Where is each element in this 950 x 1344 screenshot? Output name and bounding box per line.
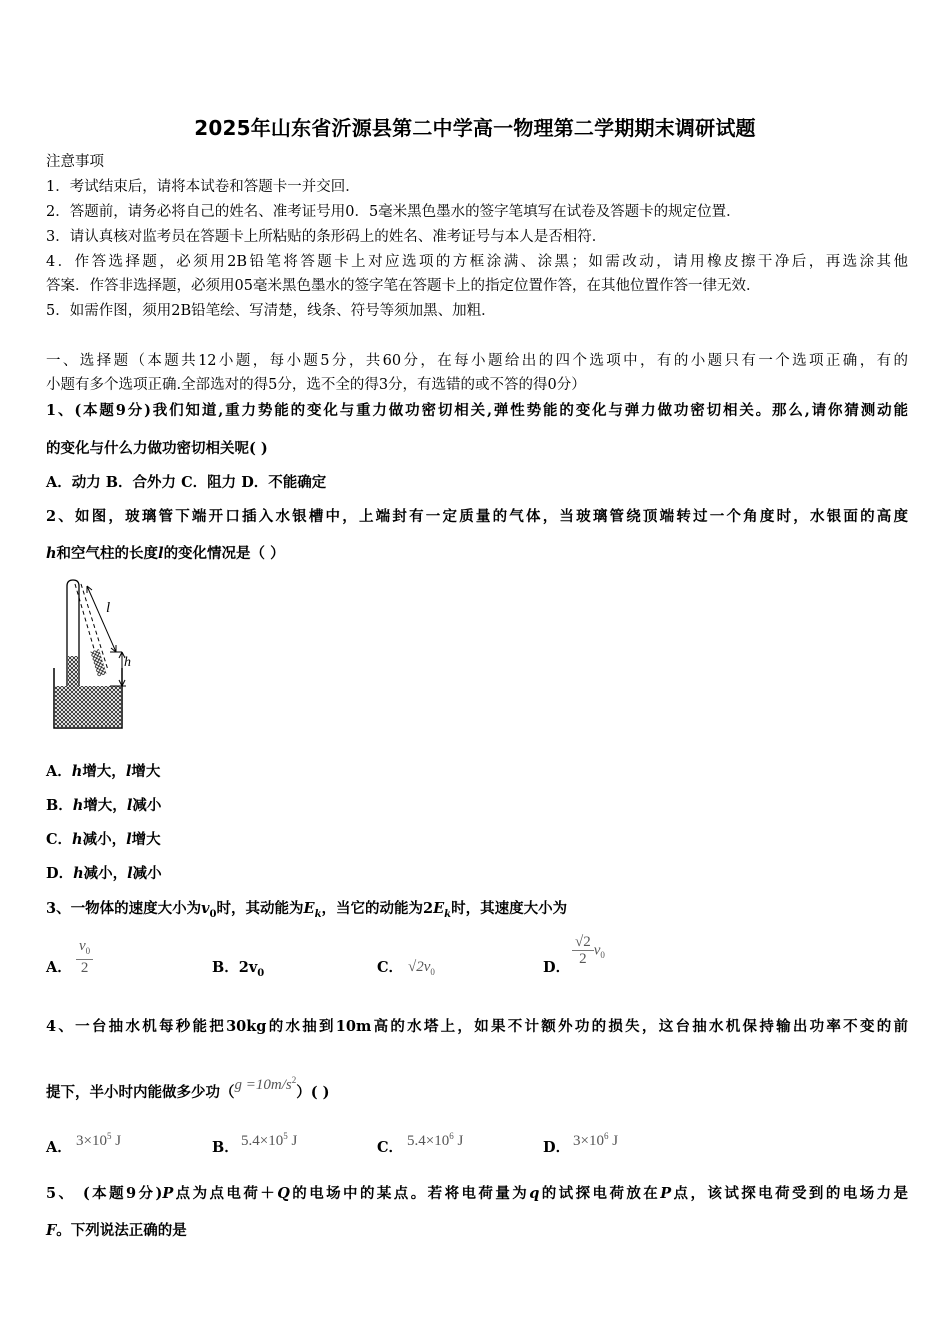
question-4-stem: 4、一台抽水机每秒能把30kg的水抽到10m高的水塔上，如果不计额外功的损失，这台抽水机保持输出功率不变的前: [46, 1018, 908, 1035]
question-4-option-d-value: $3\times 10^6$ J: [573, 1131, 619, 1149]
question-1-options: A．动力 B．合外力 C．阻力 D．不能确定: [46, 474, 327, 491]
page-title: 2025年山东省沂源县第二中学高一物理第二学期期末调研试题: [194, 116, 756, 140]
question-4-option-c-value: $5.4\times 10^6$ J: [407, 1131, 464, 1149]
question-4-option-b: B．: [212, 1139, 239, 1156]
notice-item-2: 2．答题前，请务必将自己的姓名、准考证号用0．5毫米黑色墨水的签字笔填写在试卷及答题卡的规定位置．: [46, 204, 741, 220]
label-h: h: [124, 655, 131, 670]
question-2-stem: 2、如图，玻璃管下端开口插入水银槽中，上端封有一定质量的气体，当玻璃管绕顶端转过一个角度时，水银面的高度: [46, 508, 908, 525]
question-4-option-a: A．: [46, 1139, 72, 1156]
question-3-option-b: B．$2v_0$: [212, 959, 265, 979]
question-2-option-d: D．h减小，l减小: [46, 865, 162, 882]
question-2-option-c: C．h减小，l增大: [46, 831, 161, 848]
notice-item-3: 3．请认真核对监考员在答题卡上所粘贴的条形码上的姓名、准考证号与本人是否相符．: [46, 229, 607, 245]
question-2-option-a: A．h增大，l增大: [46, 763, 161, 780]
mercury-bath: [55, 686, 121, 727]
question-4-option-a-value: $3\times 10^5$ J: [76, 1131, 122, 1149]
question-2-option-b: B．h增大，l减小: [46, 797, 162, 814]
question-3-stem: 3、一物体的速度大小为$v_0$时，其动能为$E_k$，当它的动能为$2E_k$时，其速度大小为: [46, 900, 568, 920]
mercury-tilted: [90, 649, 106, 676]
notice-heading: 注意事项: [46, 154, 104, 170]
label-l: l: [106, 600, 111, 616]
question-3-option-c-value: $√2v_0$: [408, 959, 435, 977]
question-3-option-c: C．: [377, 959, 404, 976]
question-5-stem-cont: F。下列说法正确的是: [46, 1222, 187, 1239]
mercury-tube-figure: [50, 578, 140, 733]
question-3-option-d: D．: [543, 959, 571, 976]
l-dimension: [87, 586, 116, 652]
notice-item-1: 1．考试结束后，请将本试卷和答题卡一并交回．: [46, 179, 360, 195]
question-4-option-b-value: $5.4\times 10^5$ J: [241, 1131, 298, 1149]
mercury-column: [68, 656, 78, 686]
question-4-option-d: D．: [543, 1139, 571, 1156]
question-1-stem-cont: 的变化与什么力做功密切相关呢( ): [46, 440, 268, 457]
notice-item-5: 5．如需作图，须用2B铅笔绘、写清楚，线条、符号等须加黑、加粗．: [46, 303, 496, 319]
var-h: h: [46, 545, 57, 562]
question-3-option-d-value: $\frac{√2}{2}$ $v_0$: [572, 934, 605, 967]
question-2-stem-cont: h和空气柱的长度l的变化情况是（ ）: [46, 545, 285, 562]
section-heading: 一、选择题（本题共12小题，每小题5分，共60分，在每小题给出的四个选项中，有的小题只有一个选项正确，有的: [46, 353, 908, 369]
question-4-option-c: C．: [377, 1139, 404, 1156]
notice-item-4: 4．作答选择题，必须用2B铅笔将答题卡上对应选项的方框涂满、涂黑；如需改动，请用橡皮擦干净后，再选涂其他: [46, 254, 908, 270]
notice-item-4-cont: 答案．作答非选择题，必须用05毫米黑色墨水的签字笔在答题卡上的指定位置作答，在其他位置作答一律无效．: [46, 278, 761, 294]
tilted-tube: [75, 584, 111, 676]
question-3-option-a-value: $\frac{v_0}{2}$: [76, 938, 93, 976]
question-5-stem: 5、 (本题9分)P点为点电荷＋Q的电场中的某点。若将电荷量为q的试探电荷放在P点，该试探电荷受到的电场力是: [46, 1185, 909, 1202]
var-l: l: [158, 545, 164, 562]
question-1-stem: 1、(本题9分)我们知道,重力势能的变化与重力做功密切相关,弹性势能的变化与弹力做功密切相关。那么,请你猜测动能: [46, 402, 908, 419]
section-heading-cont: 小题有多个选项正确.全部选对的得5分，选不全的得3分，有选错的或不答的得0分）: [46, 377, 586, 393]
question-4-stem-cont: 提下，半小时内能做多少功$(g =10m/s^2)$( ): [46, 1075, 330, 1101]
question-3-option-a: A．: [46, 959, 72, 976]
